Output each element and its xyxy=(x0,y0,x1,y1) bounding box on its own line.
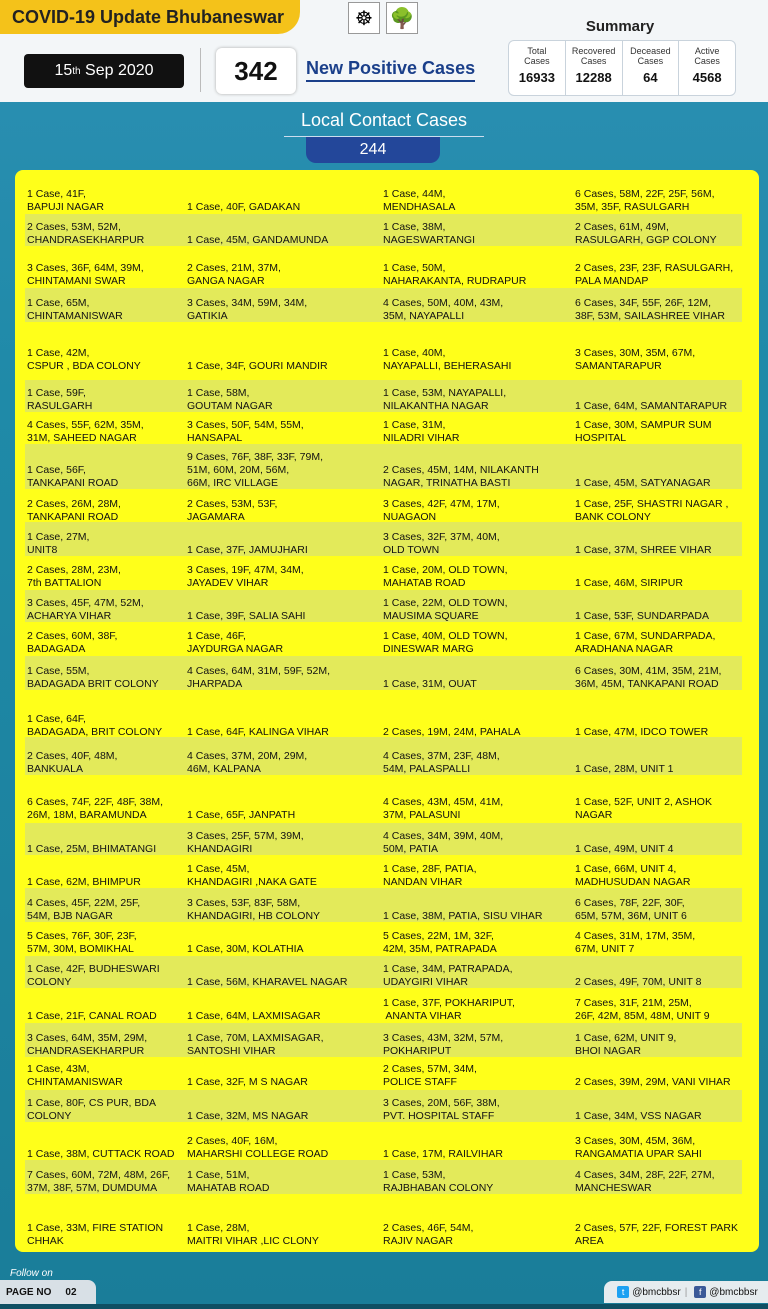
case-entry: 1 Case, 50M, NAHARAKANTA, RUDRAPUR xyxy=(383,262,527,287)
case-entry: 4 Cases, 34M, 39M, 40M, 50M, PATIA xyxy=(383,830,504,855)
case-entry: 1 Case, 25M, BHIMATANGI xyxy=(27,843,157,855)
case-entry: 4 Cases, 45F, 22M, 25F, 54M, BJB NAGAR xyxy=(27,897,141,922)
case-entry: 4 Cases, 55F, 62M, 35M, 31M, SAHEED NAGAR xyxy=(27,419,144,444)
case-entry: 1 Case, 32M, MS NAGAR xyxy=(187,1110,309,1122)
case-entry: 1 Case, 17M, RAILVIHAR xyxy=(383,1148,504,1160)
case-entry: 1 Case, 45M, GANDAMUNDA xyxy=(187,234,329,246)
summary-box xyxy=(508,40,736,96)
report-date xyxy=(24,54,184,88)
case-entry: 1 Case, 56F, TANKAPANI ROAD xyxy=(27,464,119,489)
case-entry: 2 Cases, 61M, 49M, RASULGARH, GGP COLONY xyxy=(575,221,717,246)
case-entry: 4 Cases, 31M, 17M, 35M, 67M, UNIT 7 xyxy=(575,930,696,955)
case-entry: 1 Case, 47M, IDCO TOWER xyxy=(575,726,709,738)
case-entry: 2 Cases, 40F, 48M, BANKUALA xyxy=(27,750,118,775)
case-entry: 2 Cases, 28M, 23M, 7th BATTALION xyxy=(27,564,121,589)
case-entry: 2 Cases, 60M, 38F, BADAGADA xyxy=(27,630,118,655)
follow-label: Follow on xyxy=(10,1268,53,1279)
case-entry: 3 Cases, 32F, 37M, 40M, OLD TOWN xyxy=(383,531,500,556)
case-entry: 1 Case, 25F, SHASTRI NAGAR , BANK COLONY xyxy=(575,498,729,523)
case-entry: 1 Case, 32F, M S NAGAR xyxy=(187,1076,308,1088)
case-entry: 3 Cases, 53F, 83F, 58M, KHANDAGIRI, HB COLONY xyxy=(187,897,321,922)
case-entry: 1 Case, 30M, SAMPUR SUM HOSPITAL xyxy=(575,419,712,444)
case-entry: 2 Cases, 26M, 28M, TANKAPANI ROAD xyxy=(27,498,121,523)
facebook-handle[interactable]: @bmcbbsr xyxy=(709,1286,758,1298)
case-entry: 1 Case, 55M, BADAGADA BRIT COLONY xyxy=(27,665,159,690)
case-entry: 1 Case, 34F, GOURI MANDIR xyxy=(187,360,328,372)
case-entry: 1 Case, 64F, BADAGADA, BRIT COLONY xyxy=(27,713,163,738)
case-entry: 1 Case, 33M, FIRE STATION CHHAK xyxy=(27,1222,164,1247)
case-entry: 5 Cases, 76F, 30F, 23F, 57M, 30M, BOMIKHAL xyxy=(27,930,137,955)
case-entry: 2 Cases, 23F, 23F, RASULGARH, PALA MANDAP xyxy=(575,262,734,287)
case-entry: 1 Case, 30M, KOLATHIA xyxy=(187,943,304,955)
case-entry: 1 Case, 42F, BUDHESWARI COLONY xyxy=(27,963,160,988)
summary-label: Total Cases xyxy=(524,46,550,66)
case-entry: 2 Cases, 21M, 37M, GANGA NAGAR xyxy=(187,262,281,287)
case-entry: 3 Cases, 36F, 64M, 39M, CHINTAMANI SWAR xyxy=(27,262,144,287)
summary-value: 4568 xyxy=(692,70,722,85)
case-entry: 1 Case, 53M, RAJBHABAN COLONY xyxy=(383,1169,494,1194)
case-entry: 3 Cases, 45F, 47M, 52M, ACHARYA VIHAR xyxy=(27,597,144,622)
case-entry: 1 Case, 37F, JAMUJHARI xyxy=(187,544,308,556)
divider: | xyxy=(684,1286,688,1298)
local-contact-title: Local Contact Cases xyxy=(300,110,468,130)
case-entry: 1 Case, 31M, OUAT xyxy=(383,678,477,690)
case-entry: 2 Cases, 46F, 54M, RAJIV NAGAR xyxy=(383,1222,474,1247)
case-entry: 1 Case, 37F, POKHARIPUT, ANANTA VIHAR xyxy=(383,997,515,1022)
case-entry: 1 Case, 42M, CSPUR , BDA COLONY xyxy=(27,347,141,372)
case-entry: 1 Case, 40M, NAYAPALLI, BEHERASAHI xyxy=(383,347,512,372)
summary-value: 12288 xyxy=(575,70,612,85)
case-entry: 6 Cases, 74F, 22F, 48F, 38M, 26M, 18M, BARAMUNDA xyxy=(27,796,163,821)
case-entry: 3 Cases, 43M, 32M, 57M, POKHARIPUT xyxy=(383,1032,504,1057)
new-positive-label: New Positive Cases xyxy=(306,58,475,82)
case-entry: 1 Case, 37M, SHREE VIHAR xyxy=(575,544,712,556)
case-entry: 2 Cases, 45M, 14M, NILAKANTH NAGAR, TRINATHA BASTI xyxy=(383,464,539,489)
summary-item xyxy=(566,41,623,95)
case-entry: 1 Case, 62M, UNIT 9, BHOI NAGAR xyxy=(575,1032,677,1057)
case-entry: 4 Cases, 34M, 28F, 22F, 27M, MANCHESWAR xyxy=(575,1169,715,1194)
case-entry: 3 Cases, 20M, 56F, 38M, PVT. HOSPITAL STAFF xyxy=(383,1097,500,1122)
summary-label: Deceased Cases xyxy=(630,46,671,66)
case-entry: 7 Cases, 31F, 21M, 25M, 26F, 42M, 85M, 48M, UNIT 9 xyxy=(575,997,710,1022)
case-entry: 1 Case, 28M, UNIT 1 xyxy=(575,763,674,775)
case-entry: 2 Cases, 49F, 70M, UNIT 8 xyxy=(575,976,702,988)
case-entry: 1 Case, 53F, SUNDARPADA xyxy=(575,610,710,622)
case-entry: 1 Case, 21F, CANAL ROAD xyxy=(27,1010,157,1022)
case-entry: 4 Cases, 37M, 20M, 29M, 46M, KALPANA xyxy=(187,750,308,775)
case-entry: 1 Case, 49M, UNIT 4 xyxy=(575,843,674,855)
case-entry: 1 Case, 34M, PATRAPADA, UDAYGIRI VIHAR xyxy=(383,963,513,988)
page-title: COVID-19 Update Bhubaneswar xyxy=(0,0,300,34)
case-entry: 1 Case, 66M, UNIT 4, MADHUSUDAN NAGAR xyxy=(575,863,691,888)
case-entry: 1 Case, 38M, CUTTACK ROAD xyxy=(27,1148,175,1160)
case-entry: 6 Cases, 30M, 41M, 35M, 21M, 36M, 45M, TANKAPANI ROAD xyxy=(575,665,722,690)
case-entry: 7 Cases, 60M, 72M, 48M, 26F, 37M, 38F, 57M, DUMDUMA xyxy=(27,1169,170,1194)
case-entry: 1 Case, 65F, JANPATH xyxy=(187,809,296,821)
summary-item xyxy=(623,41,680,95)
case-entry: 1 Case, 64M, SAMANTARAPUR xyxy=(575,400,728,412)
case-entry: 1 Case, 34M, VSS NAGAR xyxy=(575,1110,702,1122)
case-entry: 1 Case, 41F, BAPUJI NAGAR xyxy=(27,188,105,213)
case-entry: 6 Cases, 34F, 55F, 26F, 12M, 38F, 53M, SAILASHREE VIHAR xyxy=(575,297,725,322)
header xyxy=(0,0,768,102)
case-entry: 9 Cases, 76F, 38F, 33F, 79M, 51M, 60M, 20M, 56M, 66M, IRC VILLAGE xyxy=(187,451,323,489)
odisha-emblem-logo: ☸ xyxy=(348,2,380,34)
case-entry: 1 Case, 40F, GADAKAN xyxy=(187,201,301,213)
case-entry: 1 Case, 67M, SUNDARPADA, ARADHANA NAGAR xyxy=(575,630,716,655)
date-suffix: th xyxy=(72,65,81,77)
case-entry: 1 Case, 39F, SALIA SAHI xyxy=(187,610,306,622)
page-label: PAGE NO xyxy=(6,1286,52,1298)
case-entry: 1 Case, 70M, LAXMISAGAR, SANTOSHI VIHAR xyxy=(187,1032,324,1057)
case-entry: 1 Case, 28F, PATIA, NANDAN VIHAR xyxy=(383,863,477,888)
case-entry: 1 Case, 45M, SATYANAGAR xyxy=(575,477,711,489)
case-entry: 2 Cases, 39M, 29M, VANI VIHAR xyxy=(575,1076,731,1088)
new-positive-count: 342 xyxy=(216,48,296,94)
summary-item xyxy=(509,41,566,95)
case-entry: 3 Cases, 34M, 59M, 34M, GATIKIA xyxy=(187,297,308,322)
case-entry: 5 Cases, 22M, 1M, 32F, 42M, 35M, PATRAPADA xyxy=(383,930,497,955)
case-entry: 3 Cases, 19F, 47M, 34M, JAYADEV VIHAR xyxy=(187,564,304,589)
case-entry: 3 Cases, 30M, 35M, 67M, SAMANTARAPUR xyxy=(575,347,696,372)
case-entry: 1 Case, 38M, PATIA, SISU VIHAR xyxy=(383,910,543,922)
summary-value: 64 xyxy=(643,70,658,85)
bmc-logo: 🌳 xyxy=(386,2,418,34)
case-entry: 1 Case, 65M, CHINTAMANISWAR xyxy=(27,297,123,322)
case-entry: 2 Cases, 40F, 16M, MAHARSHI COLLEGE ROAD xyxy=(187,1135,329,1160)
case-entry: 1 Case, 64F, KALINGA VIHAR xyxy=(187,726,329,738)
case-entry: 1 Case, 46F, JAYDURGA NAGAR xyxy=(187,630,284,655)
case-entry: 1 Case, 43M, CHINTAMANISWAR xyxy=(27,1063,123,1088)
case-entry: 3 Cases, 50F, 54M, 55M, HANSAPAL xyxy=(187,419,304,444)
summary-value: 16933 xyxy=(518,70,555,85)
case-entry: 1 Case, 22M, OLD TOWN, MAUSIMA SQUARE xyxy=(383,597,508,622)
case-entry: 2 Cases, 57M, 34M, POLICE STAFF xyxy=(383,1063,477,1088)
facebook-icon[interactable]: f xyxy=(694,1286,706,1298)
summary-item xyxy=(679,41,735,95)
case-entry: 2 Cases, 57F, 22F, FOREST PARK AREA xyxy=(575,1222,739,1247)
case-entry: 1 Case, 20M, OLD TOWN, MAHATAB ROAD xyxy=(383,564,508,589)
case-entry: 2 Cases, 19M, 24M, PAHALA xyxy=(383,726,521,738)
case-entry: 4 Cases, 50M, 40M, 43M, 35M, NAYAPALLI xyxy=(383,297,504,322)
case-entry: 1 Case, 53M, NAYAPALLI, NILAKANTHA NAGAR xyxy=(383,387,507,412)
case-entry: 1 Case, 59F, RASULGARH xyxy=(27,387,93,412)
summary-label: Recovered Cases xyxy=(571,46,616,66)
case-entry: 1 Case, 28M, MAITRI VIHAR ,LIC CLONY xyxy=(187,1222,319,1247)
divider xyxy=(200,48,201,92)
summary-label: Active Cases xyxy=(694,46,720,66)
footer-bar xyxy=(0,1304,768,1309)
case-entry: 1 Case, 27M, UNIT8 xyxy=(27,531,90,556)
case-entry: 2 Cases, 53M, 52M, CHANDRASEKHARPUR xyxy=(27,221,145,246)
case-entry: 1 Case, 62M, BHIMPUR xyxy=(27,876,141,888)
summary-title: Summary xyxy=(585,18,655,35)
social-links xyxy=(604,1281,768,1303)
case-entry: 1 Case, 56M, KHARAVEL NAGAR xyxy=(187,976,348,988)
case-entry: 6 Cases, 78F, 22F, 30F, 65M, 57M, 36M, UNIT 6 xyxy=(575,897,687,922)
case-entry: 6 Cases, 58M, 22F, 25F, 56M, 35M, 35F, RASULGARH xyxy=(575,188,715,213)
case-entry: 1 Case, 51M, MAHATAB ROAD xyxy=(187,1169,270,1194)
date-day: 15 xyxy=(54,62,73,79)
local-contact-count: 244 xyxy=(306,137,440,163)
twitter-icon[interactable]: t xyxy=(617,1286,629,1298)
case-entry: 3 Cases, 64M, 35M, 29M, CHANDRASEKHARPUR xyxy=(27,1032,148,1057)
case-entry: 3 Cases, 25F, 57M, 39M, KHANDAGIRI xyxy=(187,830,304,855)
case-entry: 4 Cases, 43M, 45M, 41M, 37M, PALASUNI xyxy=(383,796,504,821)
case-entry: 3 Cases, 30M, 45M, 36M, RANGAMATIA UPAR SAHI xyxy=(575,1135,702,1160)
case-entry: 1 Case, 44M, MENDHASALA xyxy=(383,188,456,213)
case-entry: 1 Case, 31M, NILADRI VIHAR xyxy=(383,419,460,444)
case-entry: 1 Case, 58M, GOUTAM NAGAR xyxy=(187,387,273,412)
twitter-handle[interactable]: @bmcbbsr xyxy=(632,1286,681,1298)
case-entry: 1 Case, 40M, OLD TOWN, DINESWAR MARG xyxy=(383,630,508,655)
case-entry: 4 Cases, 64M, 31M, 59F, 52M, JHARPADA xyxy=(187,665,330,690)
date-month-year: Sep 2020 xyxy=(85,62,154,79)
page-number-box xyxy=(0,1280,96,1304)
case-entry: 1 Case, 52F, UNIT 2, ASHOK NAGAR xyxy=(575,796,712,821)
case-entry: 1 Case, 80F, CS PUR, BDA COLONY xyxy=(27,1097,156,1122)
case-entry: 1 Case, 38M, NAGESWARTANGI xyxy=(383,221,475,246)
case-entry: 4 Cases, 37M, 23F, 48M, 54M, PALASPALLI xyxy=(383,750,500,775)
case-entry: 1 Case, 46M, SIRIPUR xyxy=(575,577,683,589)
case-entry: 1 Case, 64M, LAXMISAGAR xyxy=(187,1010,321,1022)
case-entry: 2 Cases, 53M, 53F, JAGAMARA xyxy=(187,498,278,523)
case-entry: 1 Case, 45M, KHANDAGIRI ,NAKA GATE xyxy=(187,863,317,888)
page-number: 02 xyxy=(65,1286,77,1298)
case-entry: 3 Cases, 42F, 47M, 17M, NUAGAON xyxy=(383,498,500,523)
